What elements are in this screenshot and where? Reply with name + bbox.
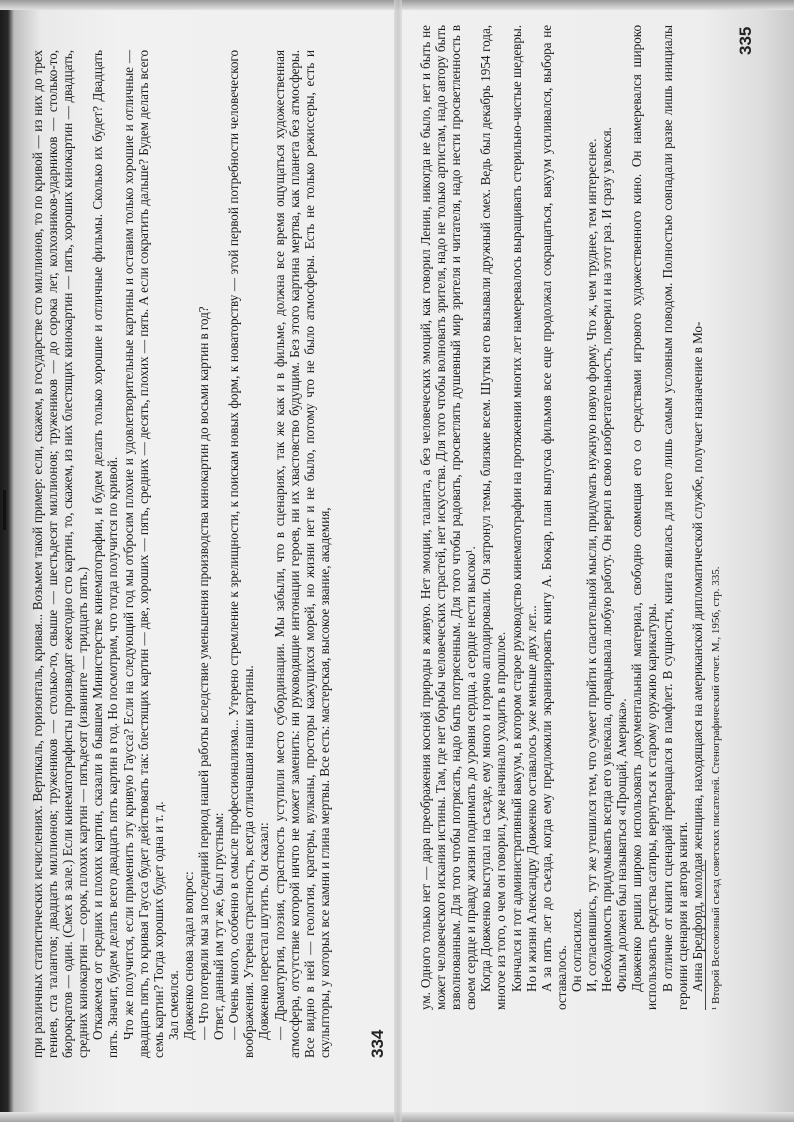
paragraph: Зал смеялся. bbox=[165, 970, 181, 1040]
page-number: 335 bbox=[736, 26, 755, 55]
paragraph: — Драматургия, поэзия, страстность уступили место субординации. Мы забыли, что в сценариях, так же как и в фильме, должна все время ощущаться художественная атмосфера, отсутствие которой ничто не может заменить: ни руководящие интонации героев, ни их хвастовство будущим. Без этого картина мертва, как планета без атмосферы. Все видно в ней — геология, кратеры, вулканы, просторы кажущихся морей, но жизни нет и не было, потому что не было атмосферы. Есть не только режиссеры, есть и скульпторы, у которых все камни и глина мертвы. Все есть: мастерская, высокое звание, академия, bbox=[271, 50, 332, 1058]
footnote: ¹ Второй Всесоюзный съезд советских писателей. Стенографический отчет. М., 1956, стр. 335. bbox=[710, 566, 722, 1010]
paragraph: Довженко перестал шутить. Он сказал: bbox=[256, 822, 272, 1040]
paragraph: Что же получится, если применить эту кривую Гаусса? Если на следующий год мы отбросим плохие и удовлетворительные картины и оставим только хорошие и отличные — двадцать пять, то кривая Гаусса будет действовать так: блестящих картин — две, хороших — пять, средних — десять, плохих — пять. А если сократить дальше? Будем делать всего семь картин? Тогда хороших будет одна и т. д. bbox=[120, 50, 166, 1058]
paragraph: при различных статистических исчислениях. Вертикаль, горизонталь, кривая... Возьмем такой пример: если, скажем, в государстве сто миллионов, то по кривой — из них до трех гениев, ста талантов; двадцать миллионов; тружеников — столько-то, свыше — шестьдесят миллионов; тружеников — до сорока лет, колхозников-ударников — столько-то, бюрократов — один. (Смех в зале.) Если кинематографисты производят ежегодно сто картин, то, скажем, из них блестящих кинокартин — пять, хороших кинокартин — двадцать, средних кинокартин — сорок, плохих картин — пятьдесят (извините — тридцать пять.) bbox=[30, 50, 91, 1058]
page-number: 334 bbox=[368, 1029, 387, 1058]
paragraph: Но и жизни Александру Довженко оставалось уже меньше двух лет... bbox=[523, 605, 539, 992]
paragraph: И, согласившись, тут же утешился тем, что сумеет прийти к спасительной мысли, придумать нужную новую форму. Что ж, чем труднее, тем интереснее. bbox=[584, 138, 600, 992]
paragraph: Довженко снова задал вопрос: bbox=[180, 871, 196, 1040]
paragraph: Анна Бредфорд, молодая женщина, находящаяся на американской дипломатической службе, получает назначение в Мо- bbox=[689, 321, 705, 992]
paragraph: Довженко решил широко использовать документальный материал, свободно совмещая его со средствами игрового художественного кино. Он намеревался широко использовать средства сатиры, вернуться к старому оружию карикатуры. bbox=[629, 25, 660, 1010]
paragraph: Необходимость придумывать всегда его увлекала, оправдывала любую работу. Он верил в свою изобретательность, поверил и на этот раз. И сразу увлекся. bbox=[599, 127, 615, 992]
paragraph: Откажемся от средних и плохих картин, сказали в бывшем Министерстве кинематографии, и будем делать только хорошие и отличные фильмы. Сколько их будет? Двадцать пять. Значит, будем делать всего двадцать пять картин в год. Но посмотрим, что тогда получится по кривой. bbox=[90, 50, 121, 1058]
right-page bbox=[418, 25, 758, 1010]
paragraph: Когда Довженко выступал на съезде, ему много и горячо аплодировали. Он затронул темы, близкие всем. Шутки его вызывали дружный смех. Ведь был декабрь 1954 года, многое из того, о чем он говорил, уже начинало уходить в прошлое. bbox=[478, 25, 509, 1010]
paragraph: — Очень много, особенно в смысле профессионализма... Утерено стремление к зрелищности, к поискам новых форм, к новаторству — этой первой потребности человеческого воображения. Утерена страстность, всегда отличавшая наши картины. bbox=[226, 50, 257, 1058]
right-page-text bbox=[418, 25, 705, 1010]
left-page-text bbox=[30, 50, 332, 1058]
footnote-rule bbox=[705, 860, 706, 1010]
left-page bbox=[30, 48, 390, 1058]
paragraph: Ответ, данный им тут же, был грустным: bbox=[211, 812, 227, 1040]
paragraph: ум. Одного только нет — дара преображения косной природы в живую. Нет эмоции, таланта, а без человеческих эмоций, как говорил Ленин, никогда не было, нет и быть не может человеческого искания истины. Там, где нет борьбы человеческих страстей, нет искусства. Для того чтобы волновать зрителя, надо не только артистам, надо автору быть взволнованным. Для того чтобы потрясать, надо быть потрясенным. Для того чтобы радовать, просветлять душевный мир зрителя и читателя, надо нести просветленность в своем сердце и правду жизни поднимать до уровня сердца, а сердце нести высоко¹. bbox=[418, 25, 479, 1010]
book-gutter bbox=[394, 0, 402, 1122]
paragraph: А за пять лет до съезда, когда ему предложили экранизировать книгу А. Бюкар, план выпуска фильмов все еще продолжал сокращаться, вакуум усиливался, выбора не оставалось. bbox=[538, 25, 569, 1010]
scan-edge-mark bbox=[3, 490, 6, 530]
paragraph: Он согласился. bbox=[568, 908, 584, 992]
paragraph: — Что потеряли мы за последний период нашей работы вследствие уменьшения производства кинокартин до восьми картин в год? bbox=[196, 306, 212, 1040]
paragraph: В отличие от книги сценарий превращался в памфлет. В сущности, книга явилась для него лишь самым условным поводом. Полностью совпадали разве лишь инициалы героини сценария и автора книги. bbox=[659, 25, 690, 1010]
paragraph: Фильм должен был называться «Прощай, Америка». bbox=[614, 698, 630, 992]
paragraph: Кончался и тот административный вакуум, в котором старое руководство кинематографии на протяжении многих лет намеревалось выращивать стерильно-чистые шедевры. bbox=[508, 25, 524, 992]
